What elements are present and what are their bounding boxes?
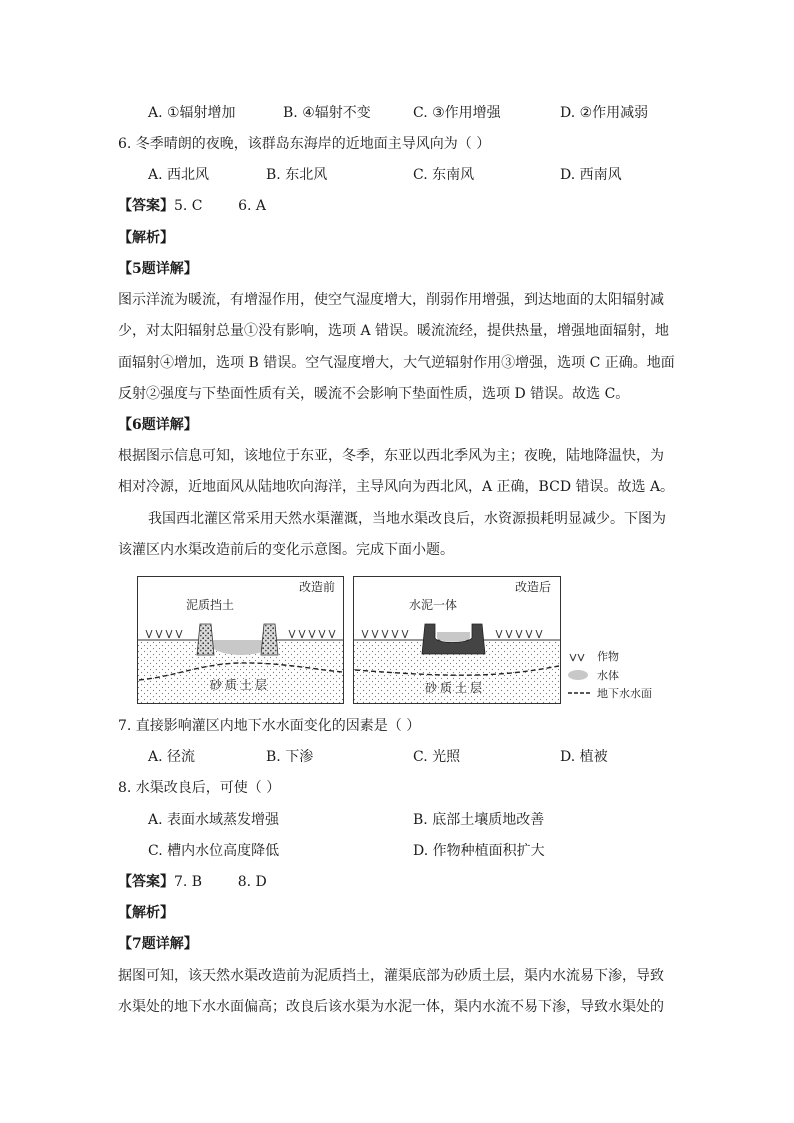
q7-stem: 7. 直接影响灌区内地下水水面变化的因素是（ ） [118, 718, 421, 734]
water-icon [568, 670, 588, 680]
q8-option-b: B. 底部土壤质地改善 [413, 812, 545, 828]
after-label: 水泥一体 [408, 598, 458, 612]
q7-detail-line-1: 据图可知，该天然水渠改造前为泥质挡土，灌渠底部为砂质土层，渠内水流易下渗，导致 [118, 968, 664, 984]
q6-detail-line-1: 根据图示信息可知，该地位于东亚，冬季，东亚以西北季风为主；夜晚，陆地降温快，为 [118, 448, 664, 464]
legend [568, 649, 652, 700]
before-title: 改造前 [298, 580, 335, 594]
q7-detail-line-2: 水渠处的地下水水面偏高；改良后该水渠为水泥一体，渠内水流不易下渗，导致水渠处的 [118, 999, 664, 1015]
q6-detail-label: 【6题详解】 [118, 417, 198, 433]
q8-option-c: C. 槽内水位高度降低 [148, 843, 280, 859]
answer-label: 【答案】 [118, 874, 174, 890]
q8-stem: 8. 水渠改良后，可使（ ） [118, 780, 281, 796]
intro-line-2: 该灌区内水渠改造前后的变化示意图。完成下面小题。 [118, 542, 454, 558]
after-panel [354, 577, 561, 704]
intro-line-1: 我国西北灌区常采用天然水渠灌溉，当地水渠改良后，水资源损耗明显减少。下图为 [148, 511, 666, 527]
answer-56 [118, 196, 266, 216]
answer-text: 5. C 6. A [174, 198, 267, 214]
q5-option-b: B. ④辐射不变 [283, 105, 371, 121]
before-label: 泥质挡土 [185, 598, 235, 612]
q6-option-c: C. 东南风 [413, 167, 475, 183]
q5-detail-line-2: 少，对太阳辐射总量①没有影响，选项 A 错误。暖流流经，提供热量，增强地面辐射，地 [118, 323, 670, 339]
q7-option-b: B. 下渗 [266, 749, 314, 765]
answer-78 [118, 872, 267, 892]
q6-stem: 6. 冬季晴朗的夜晚，该群岛东海岸的近地面主导风向为（ ） [118, 136, 491, 152]
legend-water: 水体 [597, 669, 619, 682]
analysis-label: 【解析】 [118, 905, 174, 921]
q5-detail-line-1: 图示洋流为暖流，有增湿作用，使空气湿度增大，削弱作用增强，到达地面的太阳辐射减 [118, 292, 664, 308]
answer-label: 【答案】 [118, 198, 174, 214]
q8-option-a: A. 表面水域蒸发增强 [148, 812, 280, 828]
q7-option-a: A. 径流 [148, 749, 196, 765]
soil-label-before: 砂质土层 [209, 678, 271, 692]
mud-bank-right [261, 624, 278, 655]
legend-groundwater: 地下水水面 [597, 687, 652, 700]
q6-option-d: D. 西南风 [560, 167, 622, 183]
q6-option-b: B. 东北风 [266, 167, 328, 183]
after-title: 改造后 [514, 580, 551, 594]
legend-crop: 作物 [597, 650, 619, 663]
q5-detail-line-4: 反射②强度与下垫面性质有关，暖流不会影响下垫面性质，选项 D 错误。故选 C。 [118, 386, 630, 402]
answer-text: 7. B 8. D [174, 874, 267, 890]
q5-option-a: A. ①辐射增加 [148, 105, 236, 121]
soil-label-after: 砂质土层 [424, 681, 486, 695]
q7-option-d: D. 植被 [560, 749, 608, 765]
analysis-label: 【解析】 [118, 230, 174, 246]
q6-option-a: A. 西北风 [148, 167, 210, 183]
crop-icon [570, 654, 584, 661]
q5-option-d: D. ②作用减弱 [560, 105, 649, 121]
q7-detail-label: 【7题详解】 [118, 936, 198, 952]
q7-option-c: C. 光照 [413, 749, 461, 765]
canal-diagram [137, 572, 657, 708]
q6-detail-line-2: 相对冷源，近地面风从陆地吹向海洋，主导风向为西北风，A 正确，BCD 错误。故选 A。 [118, 479, 675, 495]
q5-option-c: C. ③作用增强 [413, 105, 501, 121]
q5-detail-label: 【5题详解】 [118, 261, 198, 277]
q5-detail-line-3: 面辐射④增加，选项 B 错误。空气湿度增大，大气逆辐射作用③增强，选项 C 正确。地面 [118, 355, 675, 371]
mud-bank-left [197, 624, 214, 655]
before-panel [138, 577, 344, 704]
q8-option-d: D. 作物种植面积扩大 [413, 843, 545, 859]
